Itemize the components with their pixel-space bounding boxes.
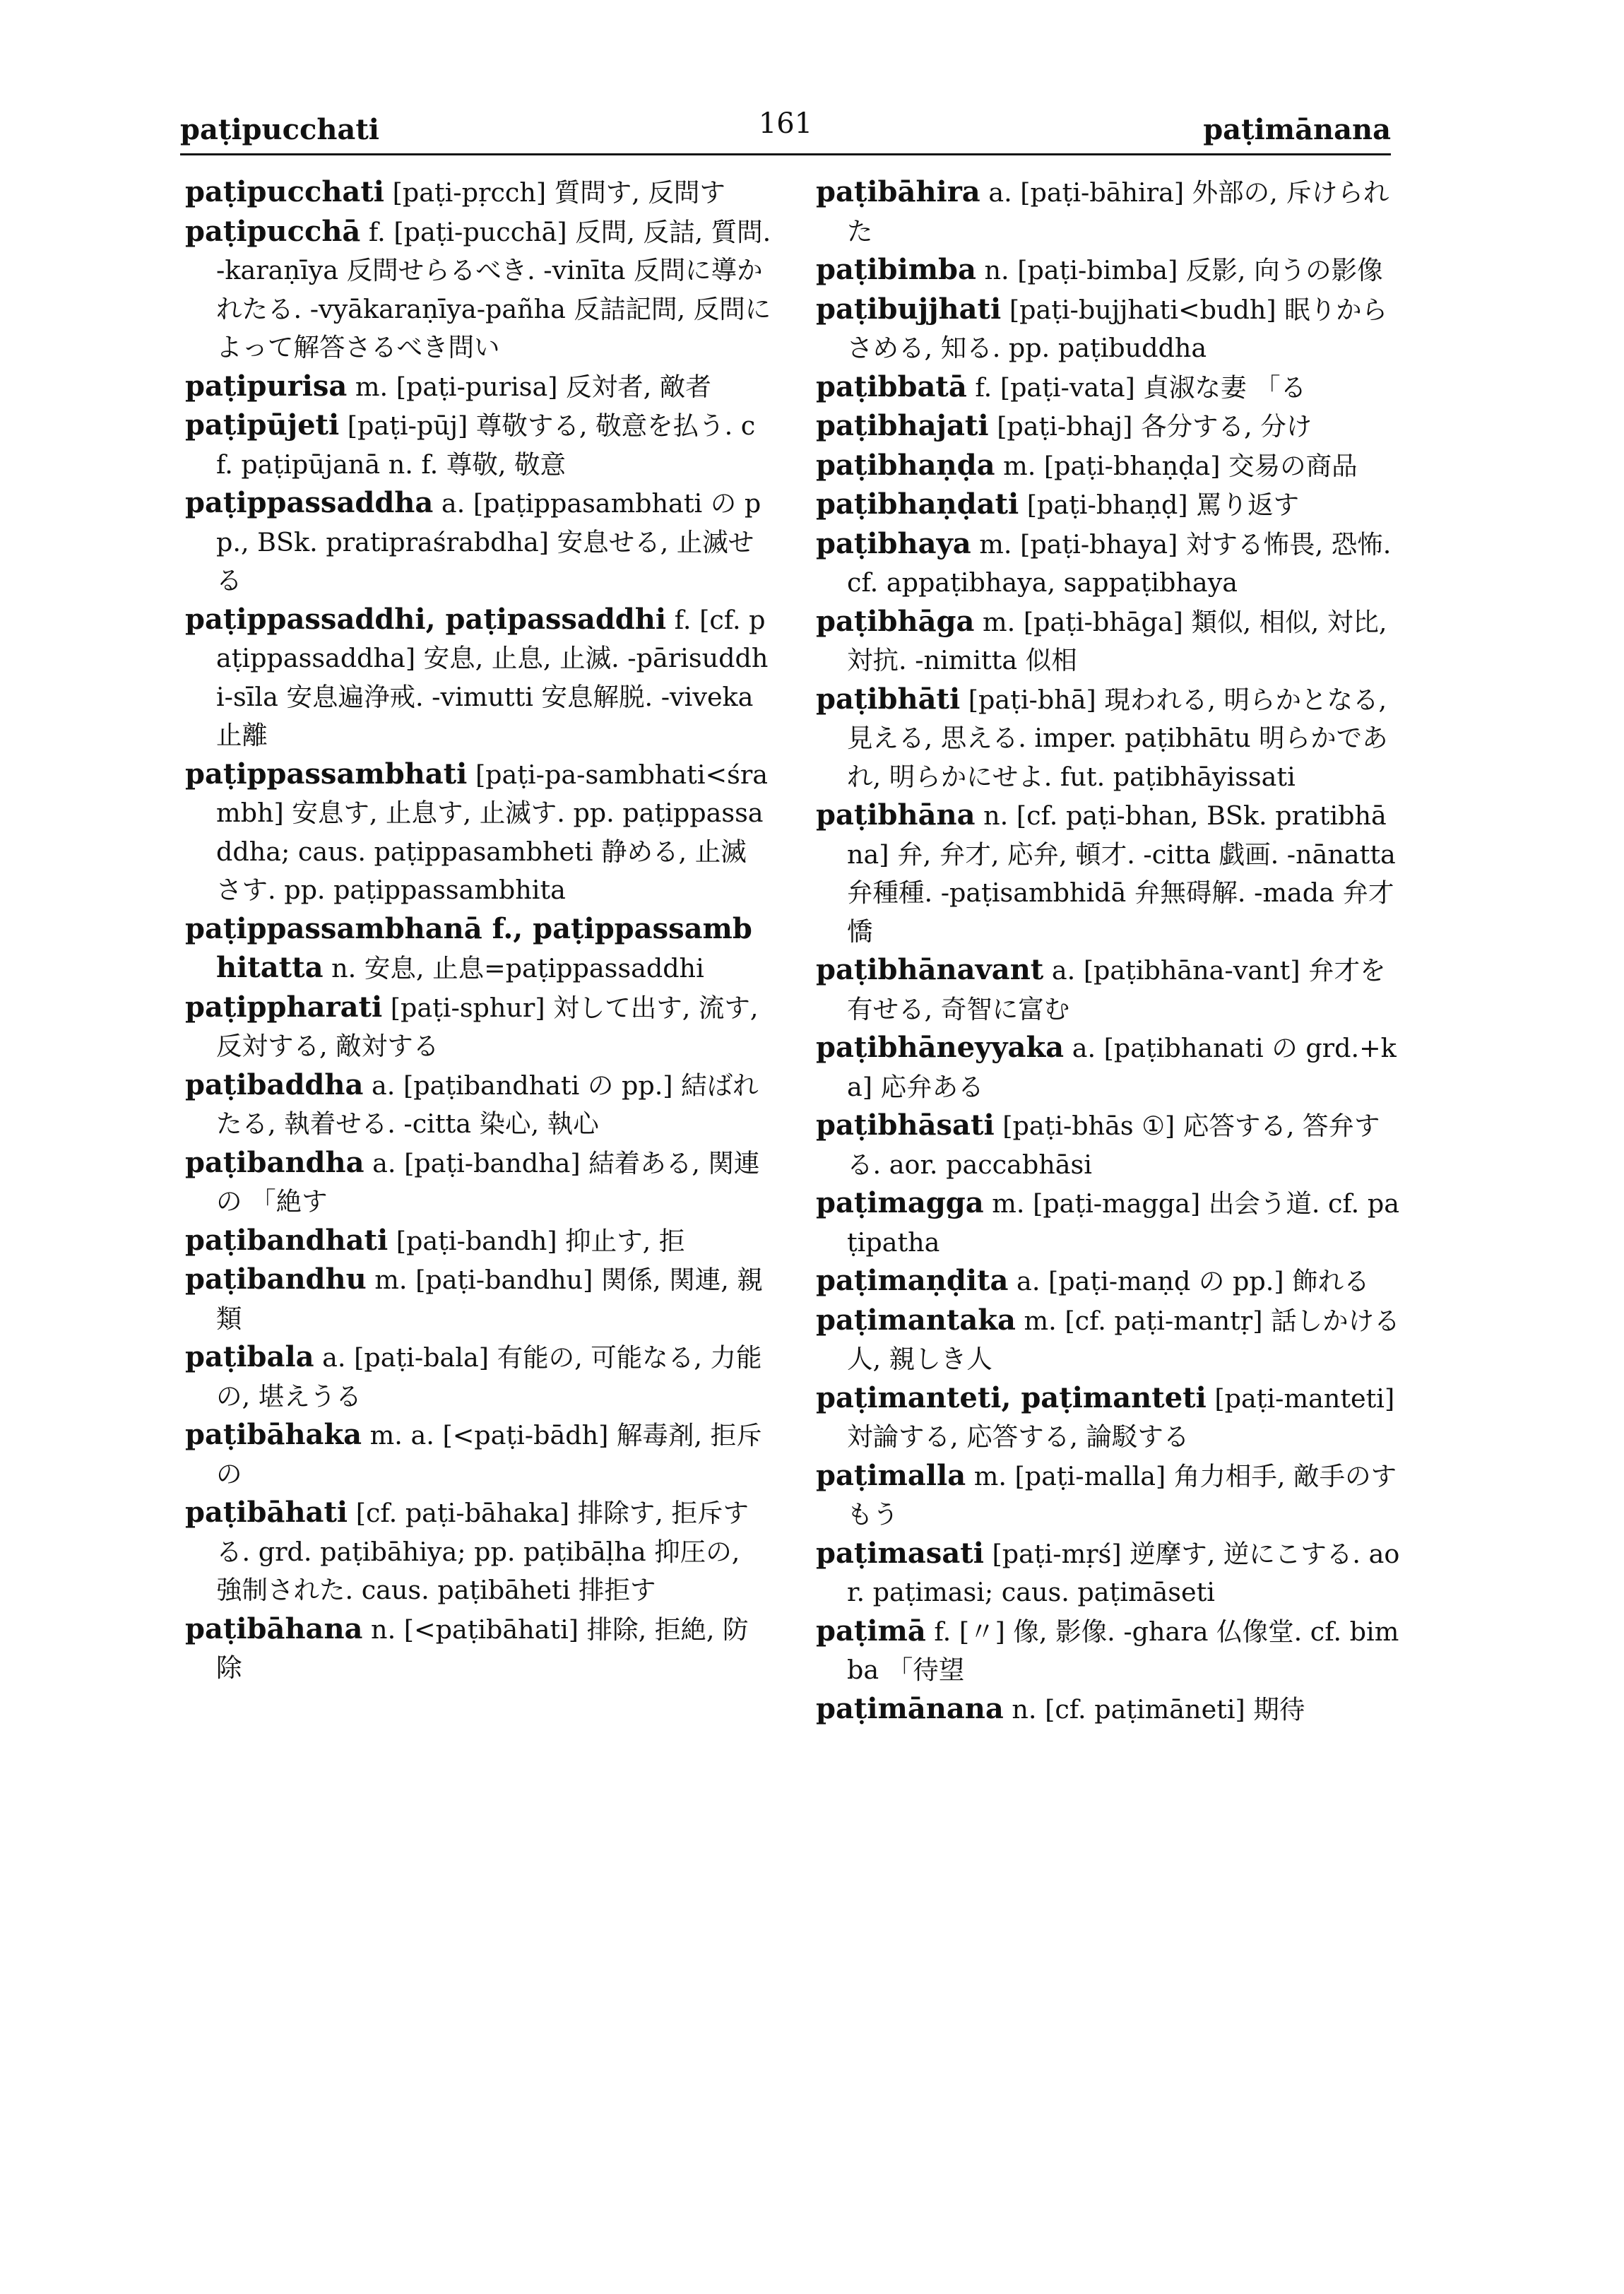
entry-definition: m. a. [<paṭi-bādh] 解毒剤, 拒斥の bbox=[216, 1420, 762, 1489]
entry-headword: paṭimalla bbox=[816, 1458, 966, 1492]
dictionary-entry bbox=[185, 1260, 771, 1338]
entry-headword: paṭimanteti, paṭimanteti bbox=[816, 1380, 1207, 1414]
page-number: 161 bbox=[758, 107, 813, 140]
entry-headword: paṭibandha bbox=[185, 1145, 364, 1179]
dictionary-entry bbox=[185, 910, 771, 988]
dictionary-entry bbox=[816, 1457, 1401, 1535]
dictionary-entry bbox=[816, 1379, 1401, 1457]
entry-definition: f. [paṭi-pucchā] 反問, 反詰, 質問. -karaṇīya 反問せらるべき. -vinīta 反問に導かれたる. -vyākaraṇīya-pañha 反詰記問, 反問によって解答さるべき問い bbox=[216, 216, 771, 362]
dictionary-entry bbox=[816, 1535, 1401, 1612]
dictionary-entry bbox=[816, 796, 1401, 951]
dictionary-entry bbox=[816, 603, 1401, 680]
entry-headword: paṭippassambhanā f., paṭippassambhitatta bbox=[185, 911, 752, 984]
entry-headword: paṭibhaṇḍa bbox=[816, 448, 995, 482]
entry-headword: paṭibhaya bbox=[816, 526, 971, 560]
dictionary-entry bbox=[816, 525, 1401, 603]
entry-headword: paṭimānana bbox=[816, 1691, 1004, 1725]
entry-headword: paṭibimba bbox=[816, 253, 976, 286]
entry-definition: [paṭi-mṛś] 逆摩す, 逆にこする. aor. paṭimasi; caus. paṭimāseti bbox=[847, 1538, 1400, 1607]
dictionary-entry bbox=[185, 1222, 771, 1261]
dictionary-entry bbox=[185, 1610, 771, 1688]
left-column bbox=[185, 173, 771, 1688]
entry-definition: m. [paṭi-bhāga] 類似, 相似, 対比, 対抗. -nimitta 似相 bbox=[847, 606, 1387, 675]
entry-headword: paṭibujjhati bbox=[816, 292, 1002, 326]
dictionary-entry bbox=[816, 1184, 1401, 1262]
dictionary-entry bbox=[185, 988, 771, 1066]
dictionary-entry bbox=[816, 1301, 1401, 1379]
entry-definition: a. [paṭi-maṇḍ の pp.] 飾れる bbox=[1008, 1266, 1370, 1296]
entry-definition: m. [paṭi-bandhu] 関係, 関連, 親類 bbox=[216, 1265, 763, 1334]
entry-headword: paṭimā bbox=[816, 1614, 926, 1648]
dictionary-entry bbox=[816, 951, 1401, 1029]
dictionary-entry bbox=[185, 1416, 771, 1494]
dictionary-entry bbox=[185, 1066, 771, 1144]
entry-headword: paṭippassaddha bbox=[185, 486, 434, 519]
entry-headword: paṭipurisa bbox=[185, 369, 348, 403]
dictionary-entry bbox=[816, 368, 1401, 408]
entry-headword: paṭibhānavant bbox=[816, 953, 1044, 986]
dictionary-entry bbox=[185, 1144, 771, 1222]
entry-definition: [paṭi-pūj] 尊敬する, 敬意を払う. cf. paṭipūjanā n. f. 尊敬, 敬意 bbox=[216, 410, 756, 480]
entry-definition: f. [paṭi-vata] 貞淑な妻 「る bbox=[966, 372, 1307, 403]
entry-definition: a. [paṭi-bāhira] 外部の, 斥けられた bbox=[847, 177, 1389, 247]
entry-definition: n. [cf. paṭi-bhan, BSk. pratibhāna] 弁, 弁才, 応弁, 頓才. -citta 戯画. -nānatta 弁種種. -paṭisambhidā 弁無碍解. -mada 弁才憍 bbox=[847, 800, 1396, 947]
entry-definition: a. [paṭi-bandha] 結着ある, 関連の 「絶す bbox=[216, 1147, 760, 1217]
header-rule bbox=[180, 153, 1391, 155]
entry-definition: a. [paṭibhāna-vant] 弁才を有せる, 奇智に富む bbox=[847, 955, 1386, 1024]
entry-headword: paṭibāhira bbox=[816, 175, 980, 208]
dictionary-entry bbox=[185, 755, 771, 910]
dictionary-entry bbox=[816, 447, 1401, 486]
entry-headword: paṭibandhati bbox=[185, 1223, 389, 1257]
dictionary-entry bbox=[185, 1338, 771, 1416]
entry-headword: paṭibhāsati bbox=[816, 1108, 995, 1142]
entry-definition: [paṭi-bhās ①] 応答する, 答弁する. aor. paccabhāsi bbox=[847, 1111, 1380, 1180]
dictionary-entry bbox=[816, 407, 1401, 447]
entry-definition: a. [paṭi-bala] 有能の, 可能なる, 力能の, 堪えうる bbox=[216, 1342, 762, 1412]
entry-definition: m. [paṭi-malla] 角力相手, 敵手のすもう bbox=[847, 1460, 1397, 1530]
entry-headword: paṭibbatā bbox=[816, 369, 967, 403]
dictionary-entry bbox=[816, 290, 1401, 368]
dictionary-entry bbox=[185, 601, 771, 755]
entry-definition: [paṭi-bhā] 現われる, 明らかとなる, 見える, 思える. imper. paṭibhātu 明らかであれ, 明らかにせよ. fut. paṭibhāyissati bbox=[847, 684, 1388, 792]
entry-definition: [paṭi-bhaj] 各分する, 分け bbox=[988, 411, 1312, 442]
entry-headword: paṭimasati bbox=[816, 1536, 984, 1570]
entry-definition: [cf. paṭi-bāhaka] 排除す, 拒斥する. grd. paṭibāhiya; pp. paṭibāḷha 抑圧の, 強制された. caus. paṭibāheti 排拒す bbox=[216, 1498, 749, 1605]
dictionary-entry bbox=[816, 1029, 1401, 1106]
entry-definition: f. [cf. paṭippassaddha] 安息, 止息, 止滅. -pārisuddhi-sīla 安息遍浄戒. -vimutti 安息解脱. -viveka 止離 bbox=[216, 604, 769, 750]
entry-headword: paṭippharati bbox=[185, 990, 383, 1024]
entry-definition: m. [paṭi-magga] 出会う道. cf. paṭipatha bbox=[847, 1188, 1400, 1258]
entry-headword: paṭibhajati bbox=[816, 409, 989, 442]
entry-definition: n. 安息, 止息=paṭippassaddhi bbox=[323, 953, 704, 983]
entry-headword: paṭibhāneyyaka bbox=[816, 1031, 1065, 1064]
entry-definition: [paṭi-bhaṇḍ] 罵り返す bbox=[1019, 490, 1300, 520]
entry-definition: n. [<paṭibāhati] 排除, 拒絶, 防除 bbox=[216, 1614, 749, 1683]
entry-headword: paṭibhāga bbox=[816, 604, 975, 638]
entry-definition: a. [paṭibhanati の grd.+ka] 応弁ある bbox=[847, 1033, 1397, 1102]
entry-headword: paṭipucchati bbox=[185, 175, 384, 208]
entry-headword: paṭippassaddhi, paṭipassaddhi bbox=[185, 602, 667, 636]
entry-headword: paṭibhāti bbox=[816, 682, 961, 716]
entry-definition: n. [paṭi-bimba] 反影, 向うの影像 bbox=[976, 255, 1383, 285]
dictionary-entry bbox=[185, 406, 771, 484]
right-column bbox=[816, 173, 1401, 1729]
entry-headword: paṭibāhati bbox=[185, 1496, 348, 1529]
header-last-entry: paṭimānana bbox=[1203, 113, 1391, 146]
entry-headword: paṭippassambhati bbox=[185, 757, 468, 791]
entry-headword: paṭibāhaka bbox=[185, 1418, 362, 1451]
entry-definition: a. [paṭibandhati の pp.] 結ばれたる, 執着せる. -citta 染心, 執心 bbox=[216, 1070, 759, 1139]
entry-definition: m. [paṭi-purisa] 反対者, 敵者 bbox=[347, 371, 711, 402]
entry-definition: [paṭi-pa-sambhati<śrambh] 安息す, 止息す, 止滅す. pp. paṭippassaddha; caus. paṭippasambheti 静める, 止滅さす. pp. paṭippassambhita bbox=[216, 759, 769, 905]
entry-definition: [paṭi-sphur] 対して出す, 流す, 反対する, 敵対する bbox=[216, 992, 759, 1061]
dictionary-entry bbox=[816, 173, 1401, 251]
entry-headword: paṭibala bbox=[185, 1340, 314, 1373]
entry-headword: paṭipūjeti bbox=[185, 408, 340, 442]
dictionary-entry bbox=[185, 1494, 771, 1610]
dictionary-entry bbox=[816, 1106, 1401, 1184]
entry-headword: paṭipucchā bbox=[185, 214, 361, 248]
entry-definition: [paṭi-bujjhati<budh] 眠りからさめる, 知る. pp. paṭibuddha bbox=[847, 294, 1388, 363]
entry-definition: m. [paṭi-bhaya] 対する怖畏, 恐怖. cf. appaṭibhaya, sappaṭibhaya bbox=[847, 528, 1392, 598]
dictionary-entry bbox=[816, 251, 1401, 290]
entry-headword: paṭimantaka bbox=[816, 1303, 1016, 1337]
dictionary-entry bbox=[185, 367, 771, 407]
entry-headword: paṭimagga bbox=[816, 1186, 984, 1219]
entry-headword: paṭibhaṇḍati bbox=[816, 487, 1019, 521]
dictionary-entry bbox=[816, 1690, 1401, 1730]
entry-definition: [paṭi-pṛcch] 質問す, 反問す bbox=[384, 177, 725, 208]
entry-definition: n. [cf. paṭimāneti] 期待 bbox=[1003, 1693, 1305, 1725]
entry-definition: a. [paṭippasambhati の pp., BSk. pratipraśrabdha] 安息せる, 止滅せる bbox=[216, 488, 761, 596]
entry-definition: [paṭi-bandh] 抑止す, 拒 bbox=[388, 1225, 685, 1256]
dictionary-entry bbox=[185, 484, 771, 601]
entry-definition: f. [〃] 像, 影像. -ghara 仏像堂. cf. bimba 「待望 bbox=[847, 1616, 1399, 1685]
entry-definition: m. [paṭi-bhaṇḍa] 交易の商品 bbox=[995, 450, 1358, 481]
dictionary-entry bbox=[185, 213, 771, 367]
entry-definition: [paṭi-manteti] 対論する, 応答する, 論駁する bbox=[847, 1383, 1395, 1452]
dictionary-entry bbox=[816, 1262, 1401, 1301]
dictionary-entry bbox=[185, 173, 771, 213]
entry-definition: m. [cf. paṭi-mantṛ] 話しかける人, 親しき人 bbox=[847, 1305, 1400, 1374]
entry-headword: paṭimaṇḍita bbox=[816, 1264, 1009, 1297]
entry-headword: paṭibandhu bbox=[185, 1263, 367, 1296]
dictionary-entry bbox=[816, 1612, 1401, 1690]
dictionary-entry bbox=[816, 485, 1401, 525]
header-first-entry: paṭipucchati bbox=[180, 113, 379, 146]
entry-headword: paṭibāhana bbox=[185, 1612, 363, 1645]
dictionary-entry bbox=[816, 680, 1401, 797]
entry-headword: paṭibhāna bbox=[816, 798, 976, 832]
entry-headword: paṭibaddha bbox=[185, 1068, 364, 1101]
